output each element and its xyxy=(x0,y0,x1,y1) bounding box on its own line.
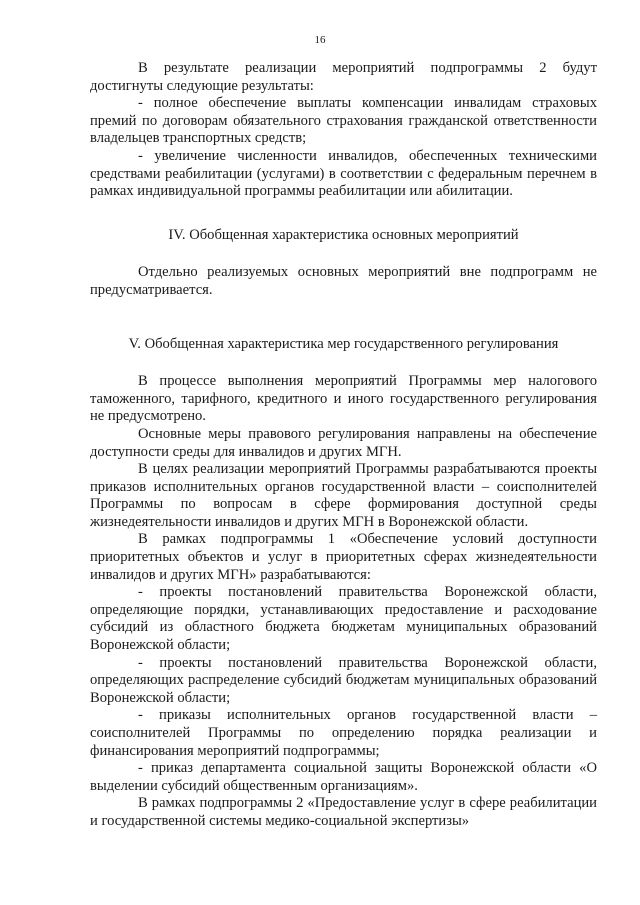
section-heading-5: V. Обобщенная характеристика мер государственного регулирования xyxy=(128,335,559,352)
paragraph: В рамках подпрограммы 1 «Обеспечение условий доступности приоритетных объектов и услуг в приоритетных сферах жизнедеятельности инвалидов и других МГН» разрабатываются: xyxy=(90,531,597,583)
section-heading-4: IV. Обобщенная характеристика основных мероприятий xyxy=(168,226,519,243)
list-item: - приказ департамента социальной защиты Воронежской области «О выделении субсидий общественным организациям». xyxy=(90,760,597,794)
page-number: 16 xyxy=(314,34,326,46)
paragraph: В процессе выполнения мероприятий Программы мер налогового таможенного, тарифного, кредитного и иного государственного регулирования не предусмотрено. xyxy=(90,373,597,425)
list-item: - проекты постановлений правительства Воронежской области, определяющие порядки, устанавливающих предоставление и расходование субсидий из областного бюджета бюджетам муниципальных образований Воронежской области; xyxy=(90,584,597,654)
list-item: - проекты постановлений правительства Воронежской области, определяющих распределение субсидий бюджетам муниципальных образований Воронежской области; xyxy=(90,654,597,706)
list-item: - приказы исполнительных органов государственной власти – соисполнителей Программы по определению порядка реализации и финансирования мероприятий подпрограммы; xyxy=(90,707,597,759)
paragraph: Отдельно реализуемых основных мероприятий вне подпрограмм не предусматривается. xyxy=(90,264,597,298)
list-item: - увеличение численности инвалидов, обеспеченных техническими средствами реабилитации (услугами) в соответствии с федеральным перечнем в рамках индивидуальной программы реабилитации или абилитации. xyxy=(90,147,597,200)
paragraph: Основные меры правового регулирования направлены на обеспечение доступности среды для инвалидов и других МГН. xyxy=(90,425,597,460)
paragraph: В рамках подпрограммы 2 «Предоставление услуг в сфере реабилитации и государственной системы медико-социальной экспертизы» xyxy=(90,795,597,829)
list-item: - полное обеспечение выплаты компенсации инвалидам страховых премий по договорам обязательного страхования гражданской ответственности владельцев транспортных средств; xyxy=(90,95,597,147)
paragraph: В результате реализации мероприятий подпрограммы 2 будут достигнуты следующие результаты: xyxy=(90,60,597,94)
paragraph: В целях реализации мероприятий Программы разрабатываются проекты приказов исполнительных органов государственной власти – соисполнителей Программы по вопросам в сфере формирования доступной среды жизнедеятельности инвалидов и других МГН в Воронежской области. xyxy=(90,461,597,530)
document-body xyxy=(90,60,597,831)
